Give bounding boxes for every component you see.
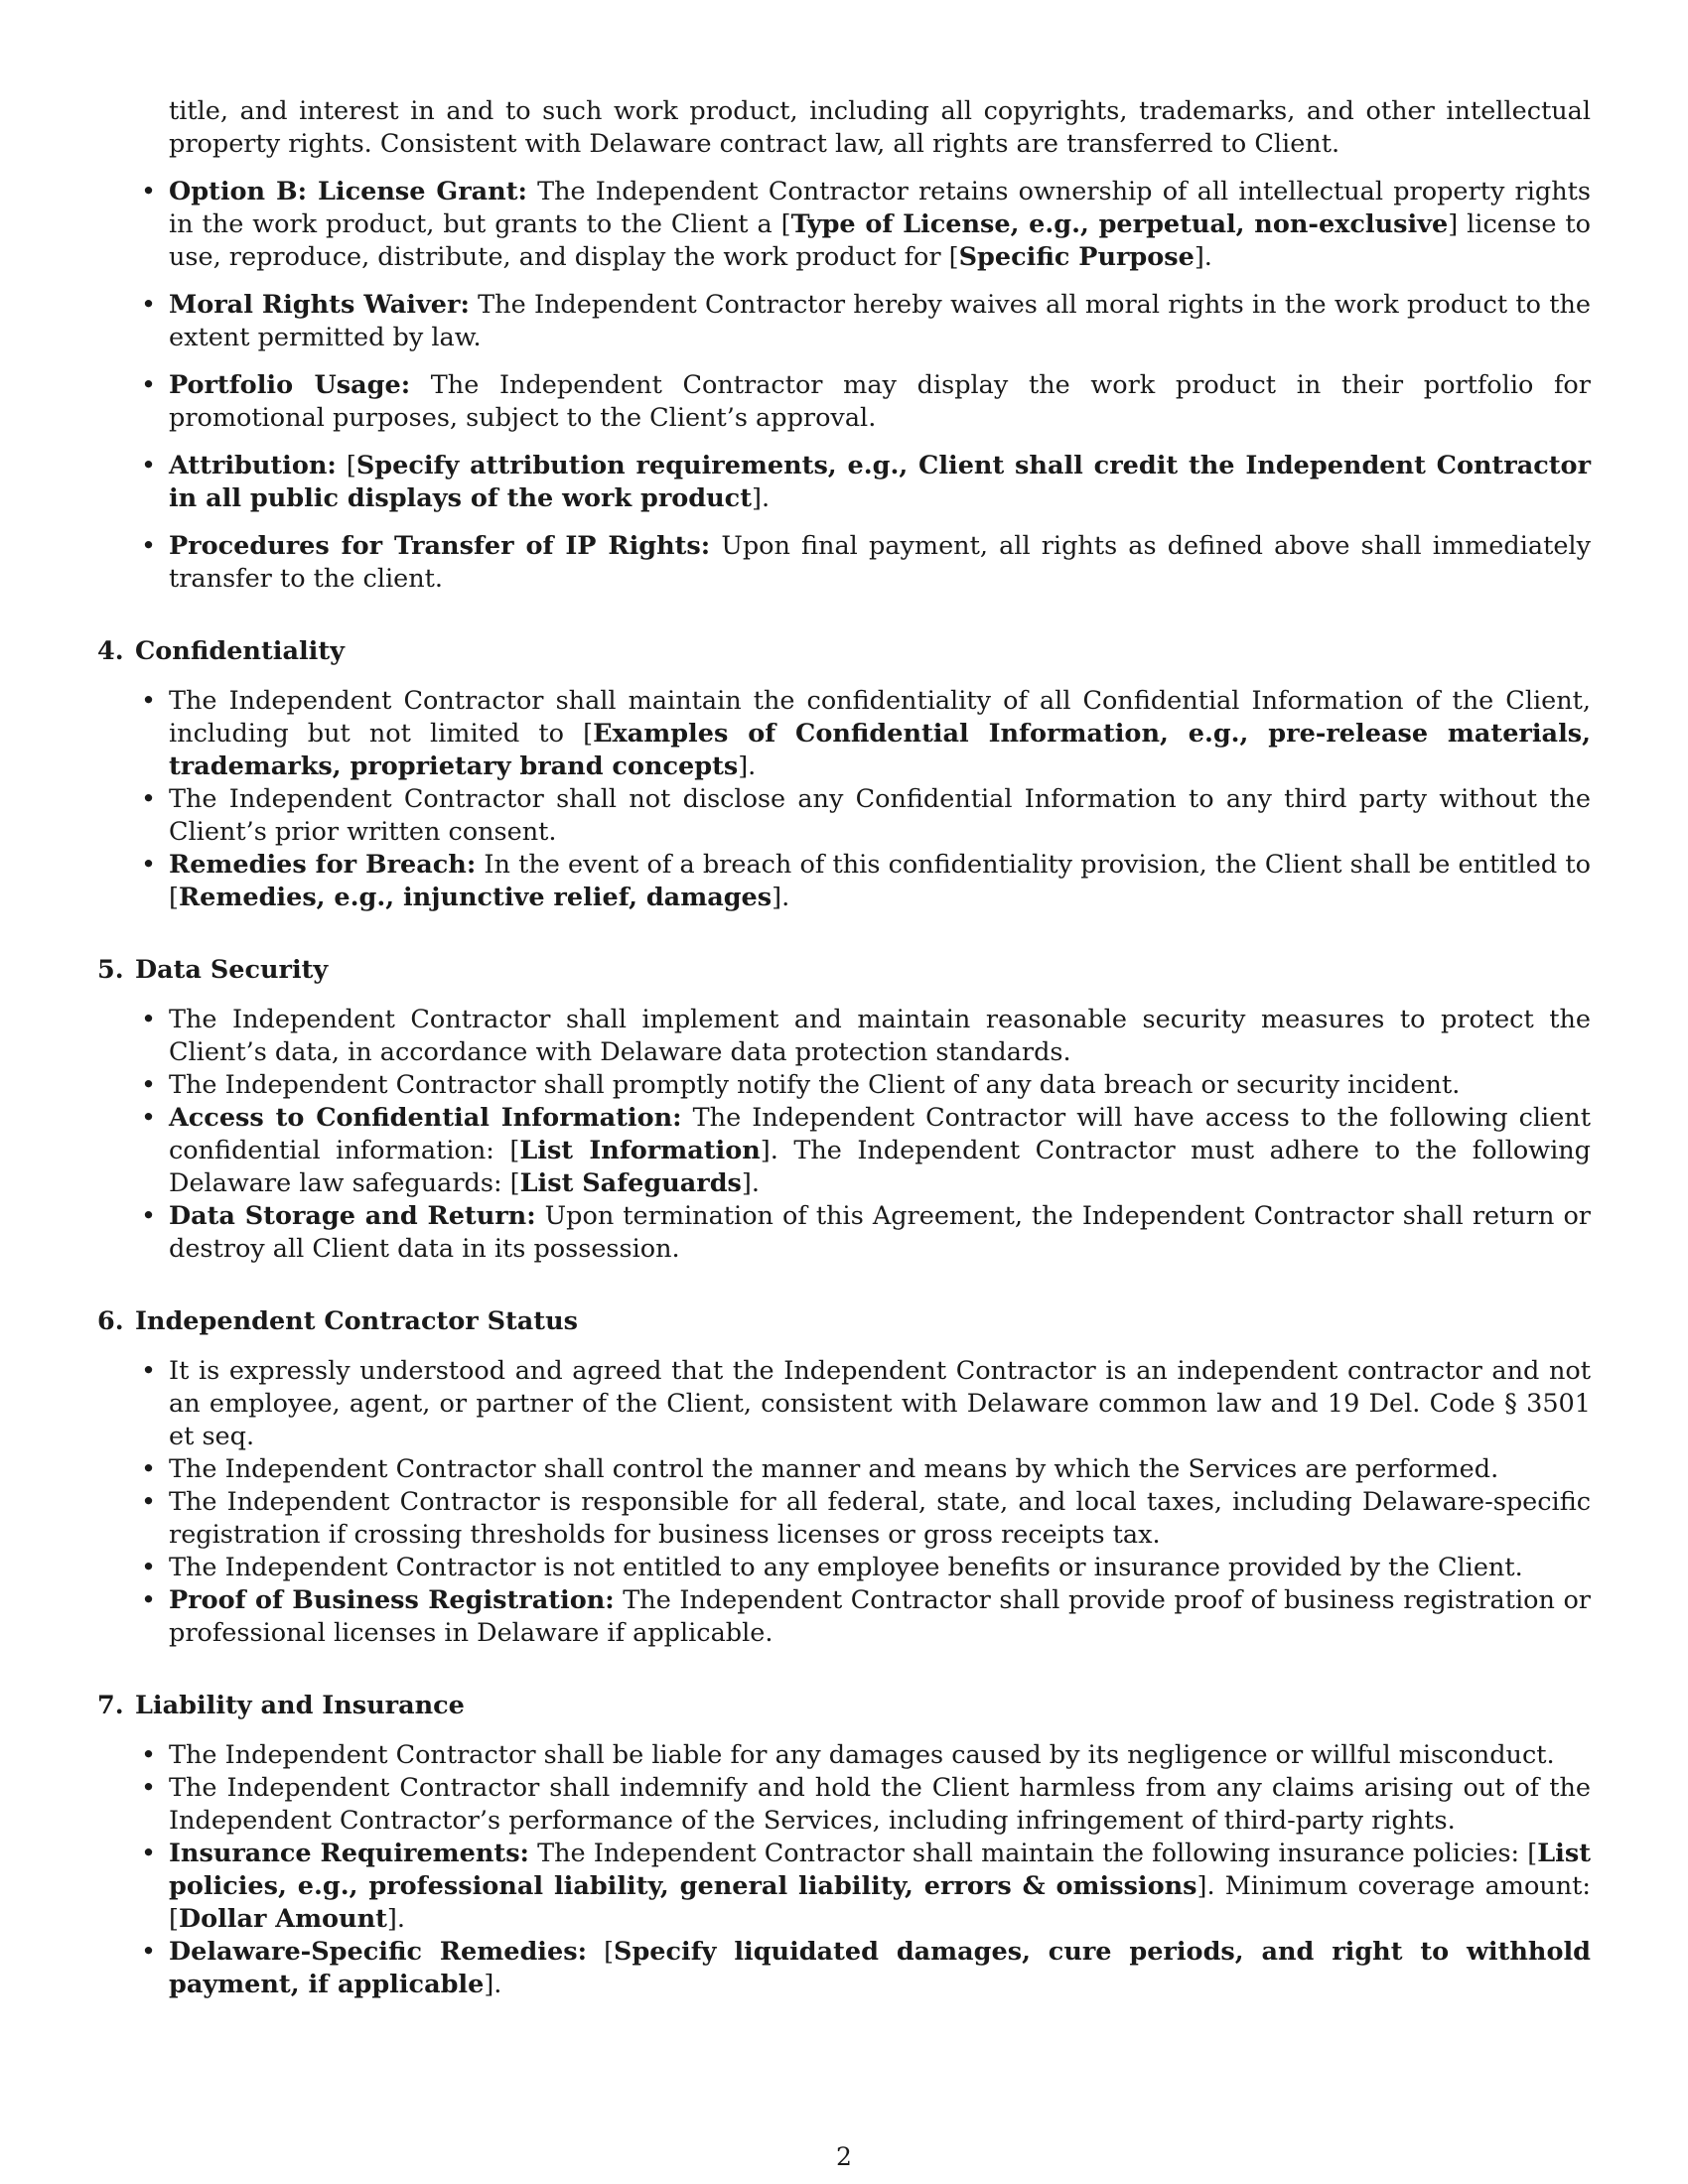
section-heading-data-security (97, 954, 1591, 987)
item-text: The Independent Contractor will have access to the following client confidential information: [ (169, 1103, 1591, 1165)
section-title: Confidentiality (135, 636, 345, 666)
list-item (169, 1355, 1591, 1453)
item-lead: Remedies for Breach: (169, 850, 477, 880)
section-title: Liability and Insurance (135, 1691, 465, 1720)
item-text: ]. The Independent Contractor must adhere to the following Delaware law safeguards: [ (169, 1136, 1591, 1198)
item-text: The Independent Contractor shall control the manner and means by which the Services are performed. (169, 1454, 1499, 1484)
item-lead: Moral Rights Waiver: (169, 290, 470, 320)
item-lead: Proof of Business Registration: (169, 1585, 615, 1615)
item-text: [ (336, 451, 356, 480)
contractor-status-list (97, 1355, 1591, 1650)
item-text: The Independent Contractor shall be liable for any damages caused by its negligence or willful misconduct. (169, 1740, 1555, 1770)
placeholder-remedies-spec: Specify liquidated damages, cure periods, and right to withhold payment, if applicable (169, 1937, 1591, 1999)
list-item (169, 1102, 1591, 1200)
item-text: ]. (386, 1904, 405, 1934)
list-item-attribution (169, 450, 1591, 515)
item-text: Upon final payment, all rights as defined above shall immediately transfer to the client. (169, 531, 1591, 594)
list-item (169, 1584, 1591, 1650)
item-text: ] license to use, reproduce, distribute, and display the work product for [ (169, 209, 1591, 272)
item-text: The Independent Contractor hereby waives all moral rights in the work product to the extent permitted by law. (169, 290, 1591, 352)
item-text: It is expressly understood and agreed that the Independent Contractor is an independent contractor and not an employee, agent, or partner of the Client, consistent with Delaware common law and 19 Del. Code § 3501 et seq. (169, 1356, 1591, 1451)
item-lead: Access to Confidential Information: (169, 1103, 682, 1133)
item-text: The Independent Contractor shall maintain the confidentiality of all Confidential Information of the Client, including but not limited to [ (169, 686, 1591, 749)
item-lead: Delaware-Specific Remedies: (169, 1937, 587, 1967)
section-heading-confidentiality (97, 635, 1591, 668)
item-text: The Independent Contractor may display the work product in their portfolio for promotional purposes, subject to the Client’s approval. (169, 370, 1591, 433)
item-text: The Independent Contractor retains ownership of all intellectual property rights in the work product, but grants to the Client a [ (169, 177, 1591, 239)
item-text: The Independent Contractor shall indemnify and hold the Client harmless from any claims arising out of the Independent Contractor’s performance of the Services, including infringement of third-party rights. (169, 1773, 1591, 1836)
item-lead: Portfolio Usage: (169, 370, 411, 400)
list-item-moral-rights (169, 289, 1591, 354)
item-lead: Attribution: (169, 451, 337, 480)
section-number: 7. (97, 1691, 124, 1720)
placeholder-purpose: Specific Purpose (958, 242, 1195, 272)
list-item (169, 685, 1591, 783)
item-text: The Independent Contractor is responsible for all federal, state, and local taxes, including Delaware-specific registration if crossing thresholds for business licenses or gross receipts tax. (169, 1487, 1591, 1550)
list-item-license-grant (169, 176, 1591, 274)
document-page (97, 95, 1591, 2001)
item-text: In the event of a breach of this confidentiality provision, the Client shall be entitled to [ (169, 850, 1591, 912)
placeholder-dollar-amount: Dollar Amount (178, 1904, 387, 1934)
item-text: [ (587, 1937, 615, 1967)
item-text: Upon termination of this Agreement, the Independent Contractor shall return or destroy all Client data in its possession. (169, 1201, 1591, 1264)
item-lead: Procedures for Transfer of IP Rights: (169, 531, 711, 561)
list-item (169, 1004, 1591, 1069)
item-text: ]. (1194, 242, 1212, 272)
ip-rights-list (97, 176, 1591, 596)
list-item (169, 1552, 1591, 1584)
list-item-ip-transfer (169, 530, 1591, 596)
item-text: The Independent Contractor shall promptly notify the Client of any data breach or security incident. (169, 1070, 1461, 1100)
section-heading-contractor-status (97, 1305, 1591, 1338)
list-item (169, 1200, 1591, 1266)
confidentiality-list (97, 685, 1591, 914)
page-number: 2 (836, 2142, 852, 2171)
placeholder-policies: List policies, e.g., professional liability, general liability, errors & omissions (169, 1839, 1591, 1901)
intro-paragraph: title, and interest in and to such work product, including all copyrights, trademarks, and other intellectual property rights. Consistent with Delaware contract law, all rights are transferred to Client. (169, 96, 1591, 159)
item-text: ]. (738, 751, 757, 781)
item-lead: Data Storage and Return: (169, 1201, 536, 1231)
item-text: The Independent Contractor shall maintain the following insurance policies: [ (528, 1839, 1538, 1868)
placeholder-attribution: Specify attribution requirements, e.g., Client shall credit the Independent Contractor in all public displays of the work product (169, 451, 1591, 513)
list-item (169, 1772, 1591, 1838)
liability-list (97, 1739, 1591, 2001)
section-heading-liability (97, 1690, 1591, 1722)
item-text: ]. (772, 883, 790, 912)
placeholder-list-information: List Information (519, 1136, 761, 1165)
section-number: 4. (97, 636, 124, 666)
item-lead: Option B: License Grant: (169, 177, 527, 206)
item-text: ]. Minimum coverage amount: [ (169, 1871, 1592, 1934)
section-title: Data Security (135, 955, 329, 985)
list-item (169, 783, 1591, 849)
item-text: ]. (741, 1168, 760, 1198)
list-item (169, 1453, 1591, 1486)
placeholder-confidential-examples: Examples of Confidential Information, e.g., pre-release materials, trademarks, proprietary brand concepts (169, 719, 1591, 781)
item-text: ]. (484, 1970, 502, 1999)
item-text: The Independent Contractor shall provide proof of business registration or professional licenses in Delaware if applicable. (169, 1585, 1591, 1648)
item-text: The Independent Contractor shall not disclose any Confidential Information to any third party without the Client’s prior written consent. (169, 784, 1591, 847)
item-lead: Insurance Requirements: (169, 1839, 529, 1868)
data-security-list (97, 1004, 1591, 1266)
list-item-portfolio (169, 369, 1591, 435)
list-item (169, 849, 1591, 914)
list-item (169, 1069, 1591, 1102)
section-number: 6. (97, 1306, 124, 1336)
list-item (169, 1486, 1591, 1552)
item-text: The Independent Contractor is not entitled to any employee benefits or insurance provided by the Client. (169, 1553, 1523, 1582)
list-item (169, 1838, 1591, 1936)
placeholder-license-type: Type of License, e.g., perpetual, non-exclusive (790, 209, 1449, 239)
item-text: The Independent Contractor shall implement and maintain reasonable security measures to protect the Client’s data, in accordance with Delaware data protection standards. (169, 1005, 1591, 1067)
section-title: Independent Contractor Status (135, 1306, 578, 1336)
placeholder-remedies: Remedies, e.g., injunctive relief, damages (178, 883, 773, 912)
placeholder-list-safeguards: List Safeguards (519, 1168, 742, 1198)
section-number: 5. (97, 955, 124, 985)
item-text: ]. (752, 483, 771, 513)
list-item (169, 1739, 1591, 1772)
list-item (169, 1936, 1591, 2001)
